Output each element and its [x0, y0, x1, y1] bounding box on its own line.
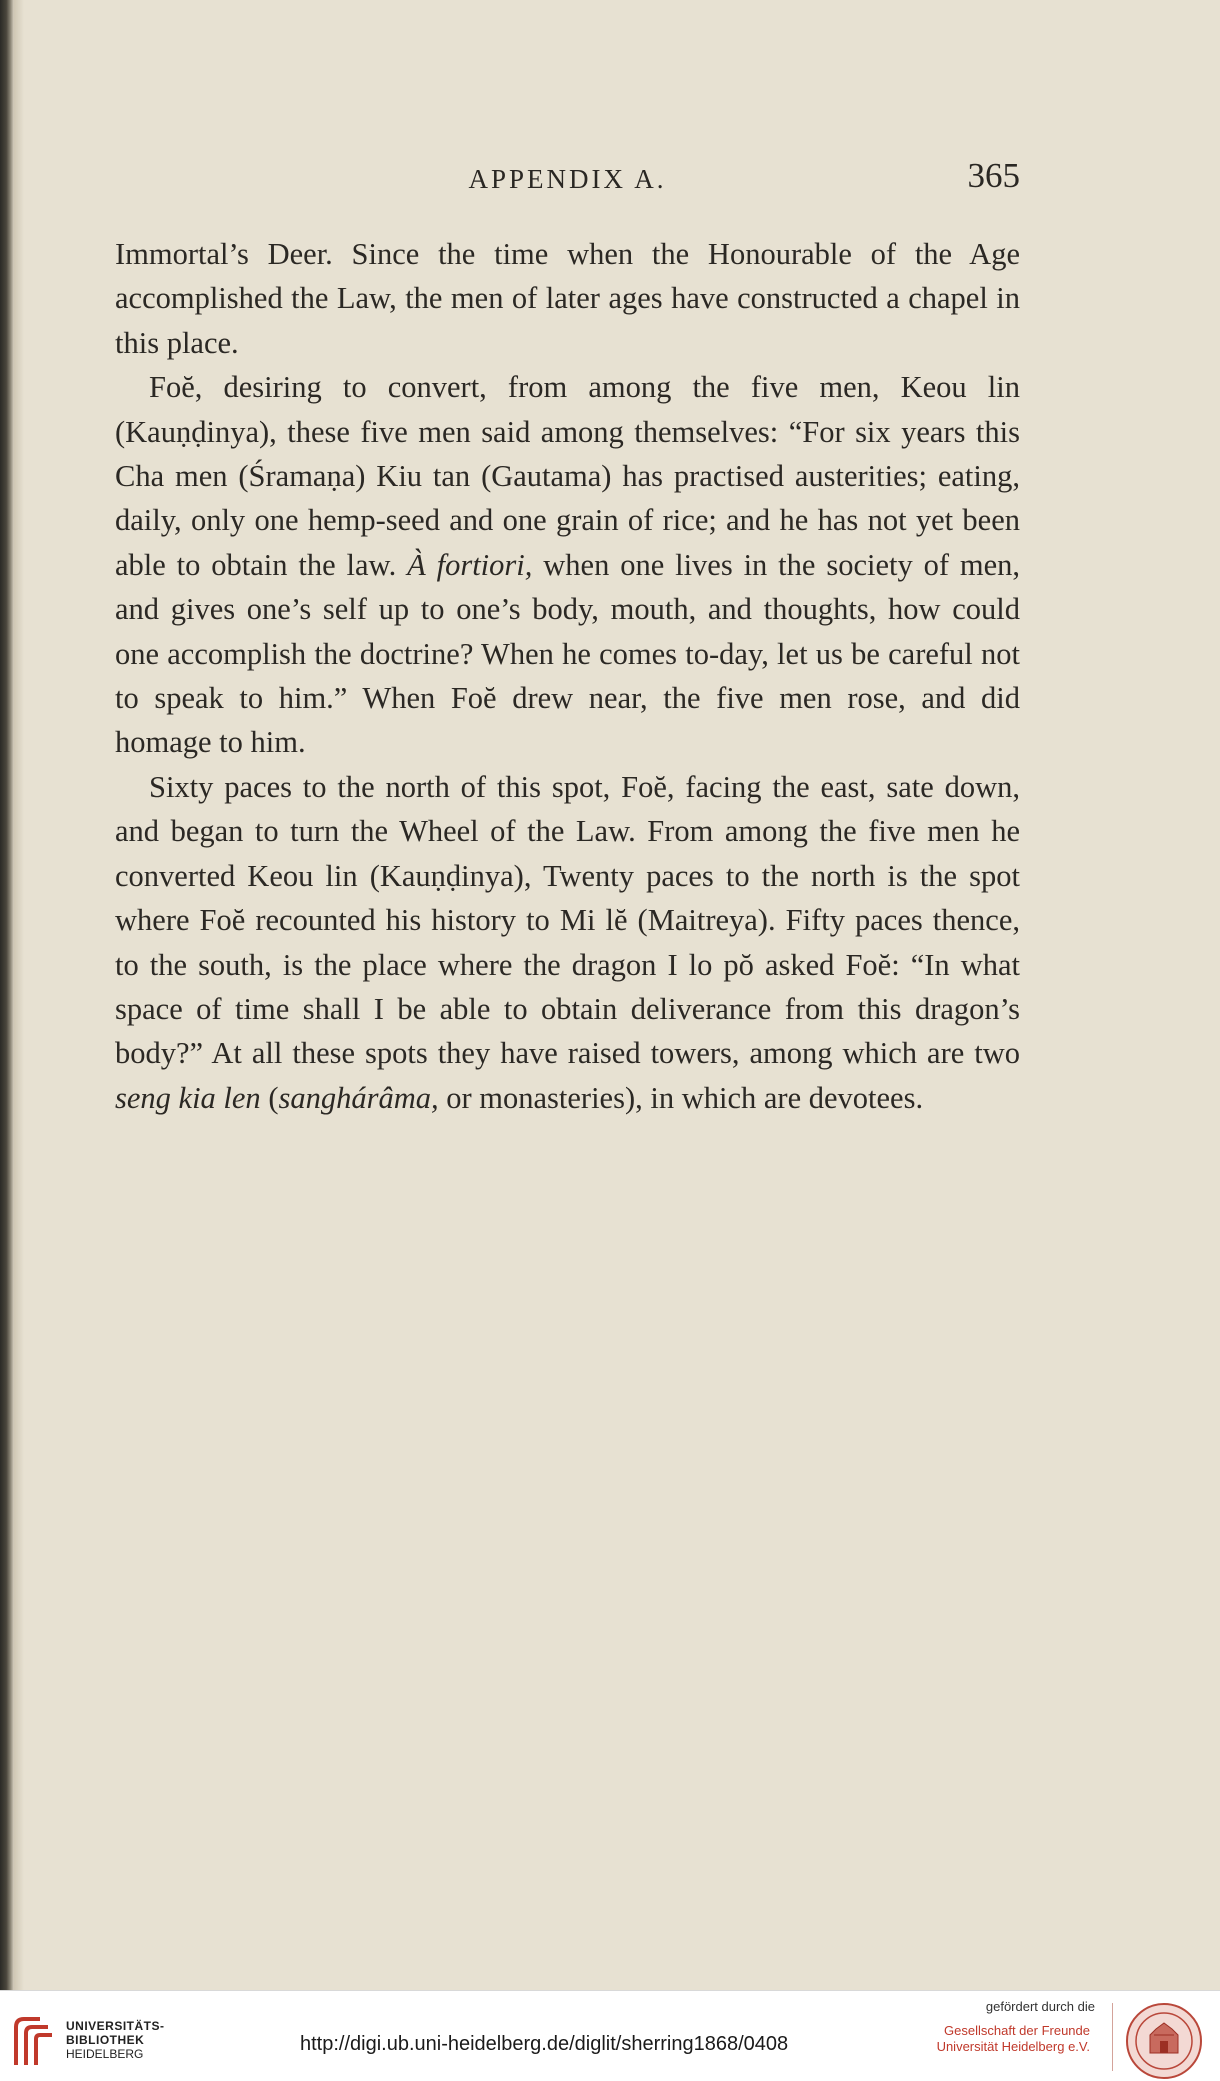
- paragraph-text: or monasteries), in which are devotees.: [438, 1080, 924, 1115]
- funded-by-label: gefördert durch die: [985, 1999, 1095, 2014]
- university-seal-icon: [1124, 2001, 1204, 2081]
- paragraph-text: Immortal’s Deer. Since the time when the Honourable of the Age accomplished the Law, the men of later ages have constructed a chapel in this place.: [115, 237, 1020, 360]
- running-head: [115, 156, 1020, 206]
- library-name-line: UNIVERSITÄTS-: [66, 2019, 165, 2033]
- footer-divider: [1112, 2003, 1113, 2071]
- library-name-line: HEIDELBERG: [66, 2047, 144, 2061]
- sponsor-name[interactable]: [937, 2023, 1090, 2055]
- page-gutter: [14, 0, 24, 1990]
- page-number: 365: [967, 156, 1020, 195]
- italic-phrase: seng kia len: [115, 1080, 261, 1115]
- paragraph: [115, 765, 1020, 1120]
- library-name-line: BIBLIOTHEK: [66, 2033, 145, 2047]
- permalink-url[interactable]: http://digi.ub.uni-heidelberg.de/diglit/sherring1868/0408: [300, 2033, 789, 2055]
- sponsor-name-line: Gesellschaft der Freunde: [944, 2023, 1090, 2038]
- sponsor-name-line: Universität Heidelberg e.V.: [936, 2039, 1090, 2054]
- paragraph: [115, 232, 1020, 365]
- paragraph-text: (: [260, 1080, 279, 1115]
- viewer-footer: [0, 1990, 1220, 2081]
- book-spine-shadow: [0, 0, 14, 1990]
- paragraph-text: Sixty paces to the north of this spot, Foĕ, facing the east, sate down, and began to turn the Wheel of the Law. From among the five men he converted Keou lin (Kauṇḍinya), Twenty paces to the north is the spot where Foĕ recounted his history to Mi lĕ (Maitreya). Fifty paces thence, to the south, is the place where the dragon I lo pŏ asked Foĕ: “In what space of time shall I be able to obtain deliverance from this dragon’s body?” At all these spots they have raised towers, among which are two: [115, 769, 1020, 1071]
- university-library-name: [66, 2019, 165, 2061]
- university-library-logo-icon[interactable]: [10, 2013, 56, 2069]
- italic-phrase: À fortiori,: [407, 547, 533, 582]
- paragraph-text: when one lives in the society of men, and gives one’s self up to one’s body, mouth, and thoughts, how could one accomplish the doctrine? When he comes to-day, let us be careful not to speak to him.” When Foĕ drew near, the five men rose, and did homage to him.: [115, 547, 1021, 760]
- italic-phrase: sanghárâma,: [278, 1080, 439, 1115]
- body-text: [115, 232, 1020, 1120]
- paragraph: [115, 365, 1020, 765]
- paragraph-text: Foĕ, desiring to convert, from among the five men, Keou lin (Kauṇḍinya), these five men said among themselves: “For six years this Cha men (Śramaṇa) Kiu tan (Gautama) has practised austerities; eating, daily, only one hemp-seed and one grain of rice; and he has not yet been able to obtain the law.: [115, 370, 1020, 582]
- running-title: APPENDIX A.: [468, 164, 667, 194]
